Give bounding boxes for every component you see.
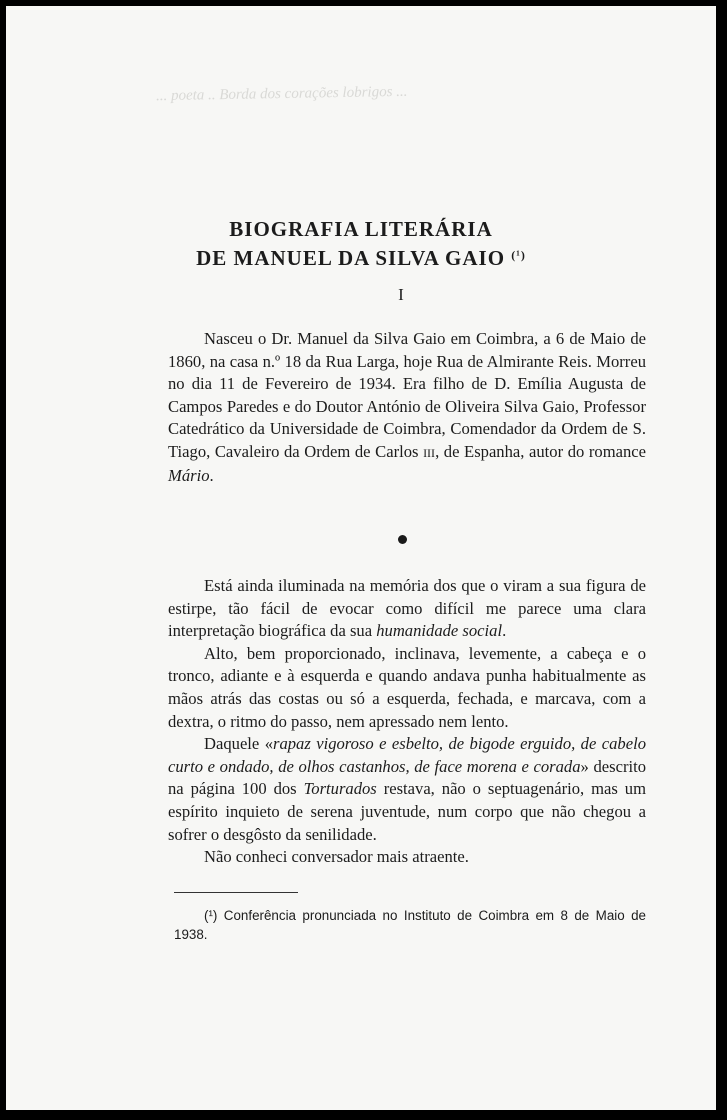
paragraph <box>168 328 646 487</box>
title-line-2: DE MANUEL DA SILVA GAIO <box>196 246 506 270</box>
text-run: Daquele « <box>204 734 273 754</box>
footnote-rule <box>174 892 298 893</box>
italic-text: rapaz vigoroso e esbelto, de bigode erguido, de cabelo curto e ondado, de olhos castanhos, de face morena e corada <box>168 734 646 776</box>
footnote: (¹) Conferência pronunciada no Instituto de Coimbra em 8 de Maio de 1938. <box>174 908 646 942</box>
text-run: . <box>209 465 214 485</box>
paragraph <box>168 733 646 846</box>
text-run: restava, não o septuagenário, mas um espírito inquieto de serena juventude, num corpo que não chegou a sofrer o desgôsto da senilidade. <box>168 779 646 844</box>
text-run: III <box>423 445 436 460</box>
italic-text: Mário <box>168 465 210 485</box>
section-divider-dot <box>398 535 407 544</box>
page-title <box>6 216 716 271</box>
book-page <box>6 6 716 1110</box>
paragraph <box>168 846 646 869</box>
section-number: I <box>398 285 404 304</box>
text-run: . <box>502 621 507 641</box>
italic-text: humanidade social <box>376 621 503 641</box>
text-run: Nasceu o Dr. Manuel da Silva Gaio em Coimbra, a 6 de Maio de 1860, na casa n.º 18 da Rua Larga, hoje Rua de Almirante Reis. Morreu no dia 11 de Fevereiro de 1934. Era filho de D. Emília Augusta de Campos Paredes e do Doutor António de Oliveira Silva Gaio, Professor Catedrático da Universidade de Coimbra, Comendador da Ordem de S. Tiago, Cavaleiro da Ordem de Carlos <box>168 329 646 461</box>
bleed-through-text: ... poeta .. Borda dos corações lobrigos ... <box>155 83 408 105</box>
paragraph-birth <box>168 328 646 487</box>
italic-text: Torturados <box>303 779 377 799</box>
paragraph <box>168 575 646 643</box>
title-line-1: BIOGRAFIA LITERÁRIA <box>229 217 493 241</box>
text-run: Está ainda iluminada na memória dos que o viram a sua figura de estirpe, tão fácil de evocar como difícil me parece uma clara interpretação biográfica da sua <box>168 576 646 641</box>
body-text <box>168 575 646 869</box>
text-run: » descrito na página 100 dos <box>168 756 646 799</box>
text-run: Não conheci conversador mais atraente. <box>204 847 469 867</box>
text-run: , de Espanha, autor do romance <box>435 441 647 461</box>
paragraph <box>168 643 646 733</box>
title-footnote-marker: (¹) <box>511 248 526 262</box>
text-run: Alto, bem proporcionado, inclinava, levemente, a cabeça e o tronco, adiante e à esquerda e quando andava punha habitualmente as mãos atrás das costas ou só a esquerda, fechada, e marcava, com a dextra, o ritmo do passo, nem apressado nem lento. <box>168 643 646 731</box>
